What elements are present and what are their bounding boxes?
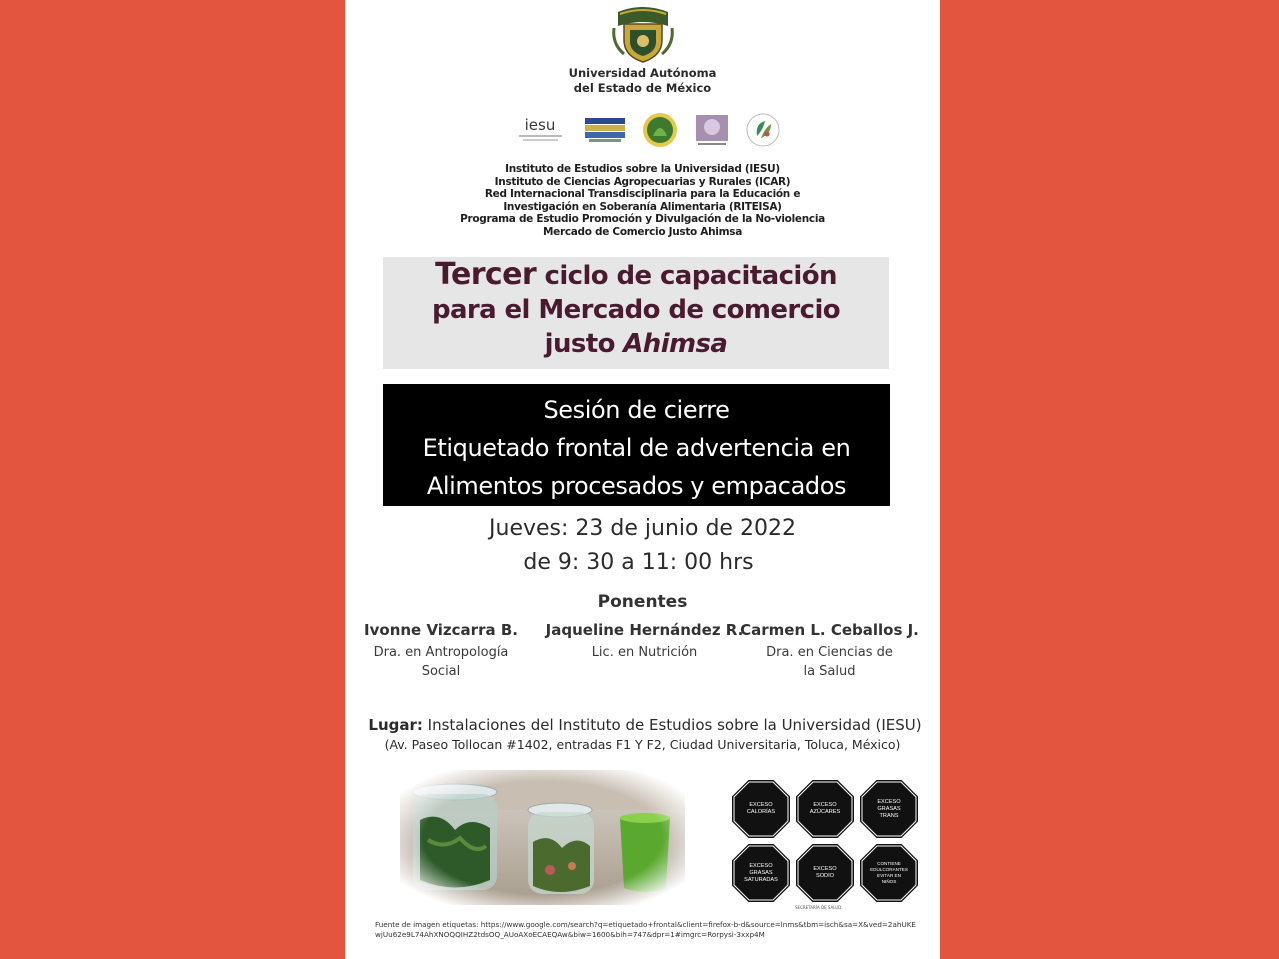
warning-octagon xyxy=(858,778,920,840)
session-line2: Etiquetado frontal de advertencia en xyxy=(422,434,851,462)
event-datetime xyxy=(345,512,940,580)
organizing-institutions xyxy=(345,163,940,239)
title-line2: para el Mercado de comercio xyxy=(431,295,841,325)
title-line3-italic: Ahimsa xyxy=(623,329,728,359)
speaker-role-line: Dra. en Ciencias de xyxy=(766,645,893,660)
warning-text: EXCESO xyxy=(749,802,773,808)
institution-line: Instituto de Estudios sobre la Universidad (IESU) xyxy=(505,163,780,175)
institution-line: Instituto de Ciencias Agropecuarias y Rurales (ICAR) xyxy=(494,175,791,188)
event-address: (Av. Paseo Tollocan #1402, entradas F1 Y F2, Ciudad Universitaria, Toluca, México) xyxy=(384,737,901,752)
session-line3: Alimentos procesados y empacados xyxy=(426,472,847,500)
speaker-role xyxy=(351,643,531,681)
warning-text: TRANS xyxy=(879,812,899,819)
university-crest-icon xyxy=(610,4,676,64)
speaker-role-line: la Salud xyxy=(803,664,856,679)
speaker-name: Carmen L. Ceballos J. xyxy=(740,621,919,639)
university-name xyxy=(345,66,940,96)
icar-logo xyxy=(583,112,627,148)
warning-octagon xyxy=(858,842,920,904)
warning-text: CALORÍAS xyxy=(746,809,776,815)
partner-logos xyxy=(513,112,783,150)
speaker-role-line: Social xyxy=(421,664,461,679)
speakers-heading: Ponentes xyxy=(597,592,688,612)
warning-octagon xyxy=(730,842,792,904)
speaker-card xyxy=(351,619,531,681)
warning-octagon xyxy=(730,778,792,840)
warning-text: SODIO xyxy=(815,873,834,879)
institution-line: Programa de Estudio Promoción y Divulgación de la No-violencia xyxy=(460,213,825,226)
speaker-card xyxy=(532,619,757,662)
event-time: de 9: 30 a 11: 00 hrs xyxy=(523,550,754,575)
university-name-line2: del Estado de México xyxy=(573,81,712,95)
speaker-role xyxy=(532,643,757,662)
institution-line: Mercado de Comercio Justo Ahimsa xyxy=(543,225,742,238)
warning-labels xyxy=(730,778,930,908)
no-violencia-logo xyxy=(693,112,731,148)
title-word-tercer: Tercer xyxy=(435,257,537,292)
speaker-name: Jaqueline Hernández R. xyxy=(545,621,744,639)
speaker-role xyxy=(737,643,922,681)
warning-text: EXCESO xyxy=(749,862,773,869)
speaker-name: Ivonne Vizcarra B. xyxy=(364,621,518,639)
university-name-line1: Universidad Autónoma xyxy=(568,66,717,80)
ahimsa-logo xyxy=(745,112,781,148)
preserves-jars-photo xyxy=(400,770,685,905)
warning-text: EVITAR EN xyxy=(877,873,901,878)
iesu-logo xyxy=(513,112,568,148)
session-title xyxy=(383,391,890,505)
warning-text: EXCESO xyxy=(813,802,837,808)
session-line1: Sesión de cierre xyxy=(543,396,730,424)
warning-text: SATURADAS xyxy=(744,876,778,883)
warning-octagon xyxy=(794,842,856,904)
event-title xyxy=(383,258,889,361)
warning-octagon xyxy=(794,778,856,840)
warning-text: CONTIENE EDULCORANTES xyxy=(870,861,908,872)
title-line1-rest: ciclo de capacitación xyxy=(536,261,837,291)
speaker-card xyxy=(737,619,922,681)
iesu-logo-text: iesu xyxy=(524,116,556,134)
warning-text: EXCESO xyxy=(813,866,837,872)
place-label: Lugar: xyxy=(368,716,423,734)
warning-text: GRASAS xyxy=(877,805,901,812)
riteisa-logo xyxy=(641,112,679,148)
event-date: Jueves: 23 de junio de 2022 xyxy=(489,516,796,541)
title-line3-prefix: justo xyxy=(544,329,624,359)
speaker-role-line: Dra. en Antropología xyxy=(373,645,509,660)
place-text: Instalaciones del Instituto de Estudios sobre la Universidad (IESU) xyxy=(422,716,922,734)
warning-text: AZÚCARES xyxy=(809,809,841,815)
speaker-role-line: Lic. en Nutrición xyxy=(591,645,698,660)
warning-text: GRASAS xyxy=(749,869,773,876)
event-poster xyxy=(345,0,940,959)
event-place xyxy=(355,714,935,736)
institution-line: Investigación en Soberanía Alimentaria (RITEISA) xyxy=(503,200,782,213)
image-source-footnote: Fuente de imagen etiquetas: https://www.google.com/search?q=etiquetado+frontal&client=firefox-b-d&source=lnms&tbm=isch&sa=X&ved=2ahUKEwjUu62e9L74AhXNOQQIHZ2tdsOQ_AUoAXoECAEQAw&biw=1600&bih=747&dpr=1#imgrc=Rorpysi-3xxp4M xyxy=(375,920,916,939)
institution-line: Red Internacional Transdisciplinaria para la Educación e xyxy=(484,188,801,201)
warning-labels-caption: SECRETARÍA DE SALUD xyxy=(795,905,842,910)
warning-text: NIÑOS xyxy=(881,879,897,884)
warning-text: EXCESO xyxy=(877,798,901,805)
